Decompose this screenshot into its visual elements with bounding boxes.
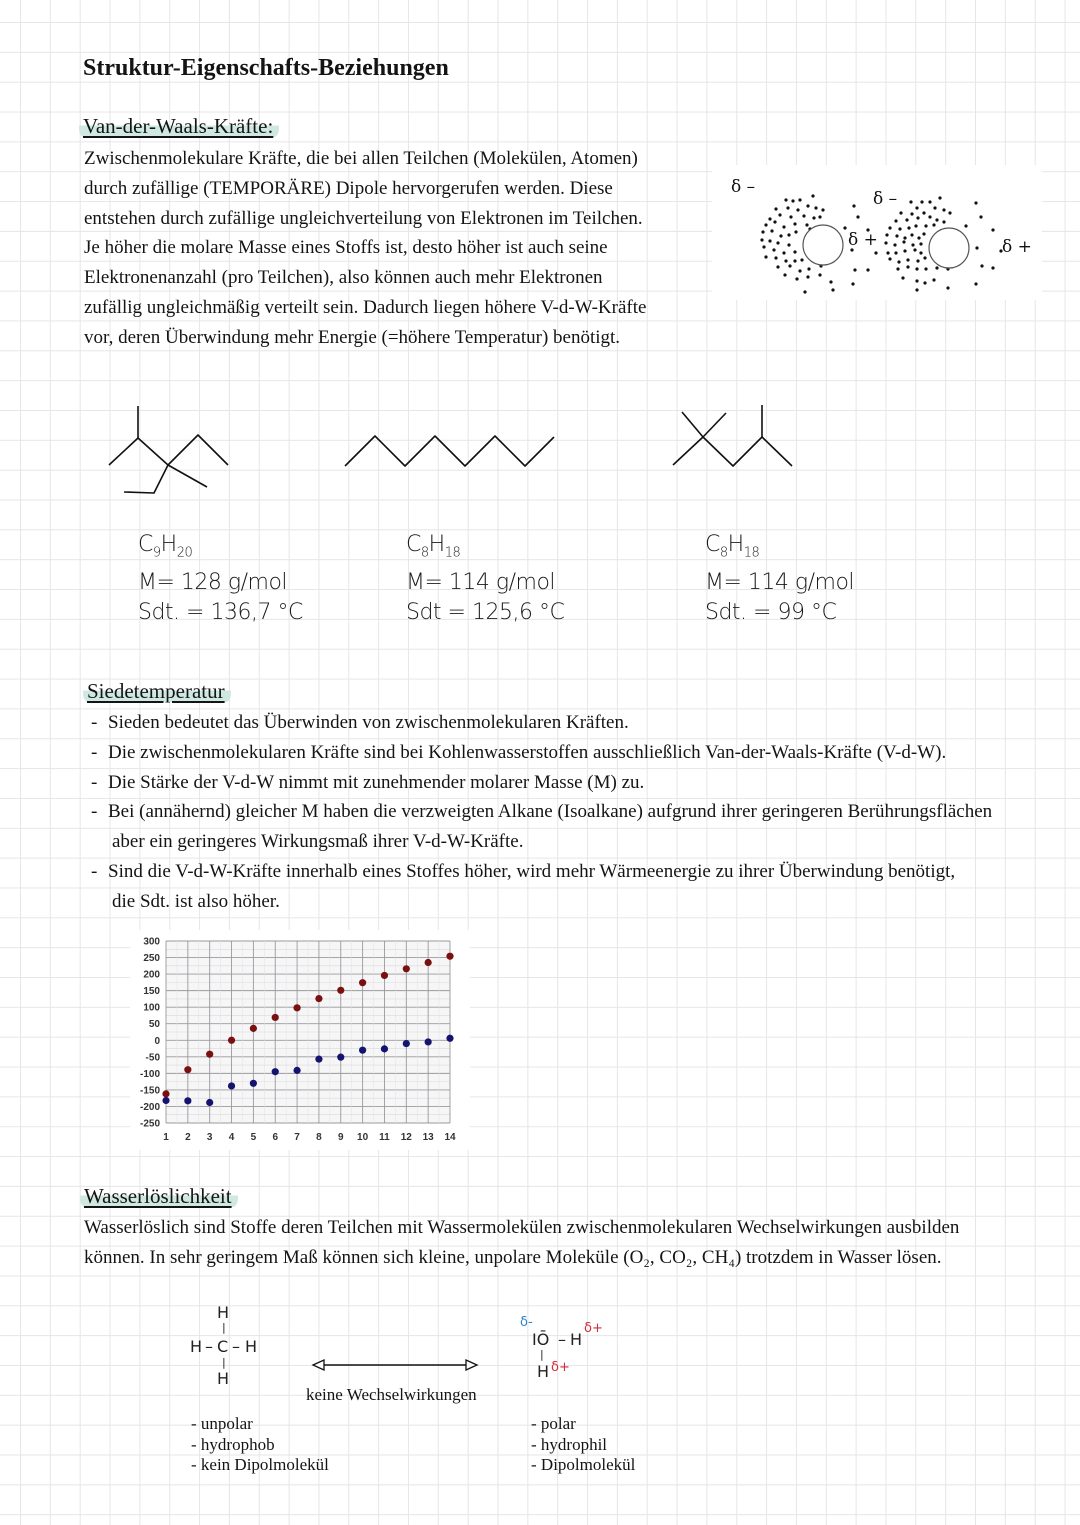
data-point [293,1004,300,1011]
double-arrow-icon [310,1356,480,1374]
vdw-line: durch zufällige (TEMPORÄRE) Dipole hervorgerufen werden. Diese [84,177,613,199]
data-point [337,1054,344,1061]
x-tick-label: 11 [379,1132,390,1143]
vdw-line: entstehen durch zufällige ungleichverteilung von Elektronen im Teilchen. [84,207,643,229]
property-item: - hydrophil [531,1434,608,1454]
boiling-point: Sdt = 125,6 °C [406,600,565,626]
water-lewis-structure: δ- IŌ – H δ+ | H δ+ [520,1315,603,1381]
data-point [403,1040,410,1047]
bullet-item: - Die Stärke der V-d-W nimmt mit zunehmender molarer Masse (M) zu. [91,771,645,793]
boiling-point: Sdt. = 99 °C [705,600,837,626]
bullet-item: - Bei (annähernd) gleicher M haben die verzweigten Alkane (Isoalkane) aufgrund ihrer geringeren Berührungsflächen [91,801,993,823]
data-point [293,1067,300,1074]
atom-h: H [217,1303,230,1322]
atom-c: C [217,1337,229,1356]
delta-minus-label-2: δ – [873,189,898,209]
y-tick-label: -150 [139,1085,160,1097]
bullet-continuation: aber ein geringeres Wirkungsmaß ihrer V-d-W-Kräfte. [112,831,524,853]
dipole-atoms-illustration [712,165,1042,300]
data-point [228,1037,235,1044]
section-heading-vdw: Van-der-Waals-Kräfte: [79,114,279,139]
molar-mass: M= 114 g/mol [705,570,855,596]
molecular-formula: $C_8H_{18}$ [406,532,461,561]
property-item: - Dipolmolekül [531,1455,636,1474]
y-tick-label: -250 [139,1118,160,1130]
data-point [162,1097,169,1104]
data-point [446,953,453,960]
vdw-line: Zwischenmolekulare Kräfte, die bei allen Teilchen (Molekülen, Atomen) [84,148,638,169]
x-tick-label: 8 [316,1132,322,1143]
molar-mass: M= 114 g/mol [406,570,556,596]
property-item: - hydrophob [191,1434,275,1454]
y-tick-label: 100 [143,1002,160,1014]
data-point [162,1090,169,1097]
x-tick-label: 12 [400,1132,412,1143]
x-tick-label: 10 [357,1132,369,1143]
skeletal-formula-n-octane [345,436,554,466]
data-point [381,972,388,979]
delta-plus-label-1: δ + [848,230,878,250]
x-tick-label: 13 [422,1132,434,1143]
vdw-line: zufällig ungleichmäßig verteilt sein. Dadurch liegen höhere V-d-W-Kräfte [84,296,647,318]
x-tick-label: 7 [294,1132,300,1143]
data-point [359,1047,366,1054]
x-tick-label: 1 [163,1132,169,1143]
boiling-bullet-list [84,708,992,917]
vdw-line: vor, deren Überwindung mehr Energie (=höhere Temperatur) benötigt. [84,326,621,348]
section-heading-water: Wasserlöslichkeit [80,1184,238,1209]
molecular-formula: $C_8H_{18}$ [705,532,760,561]
skeletal-formula-isooctane [673,437,792,466]
property-item: - kein Dipolmolekül [191,1455,329,1474]
bullet-item: - Sind die V-d-W-Kräfte innerhalb eines Stoffes höher, wird mehr Wärmeenergie zu ihrer Überwindung benötigt, [91,860,956,882]
x-tick-label: 6 [272,1132,279,1143]
section-heading-boiling: Siedetemperatur [83,679,231,704]
water-line: können. In sehr geringem Maß können sich kleine, unpolare Moleküle (O₂, CO₂, CH₄) trotzdem in Wasser lösen. [84,1246,942,1268]
y-tick-label: -50 [145,1052,160,1064]
bullet-item: - Die zwischenmolekularen Kräfte sind bei Kohlenwasserstoffen ausschließlich Van-der-Waals-Kräfte (V-d-W). [91,741,947,763]
molecule-info-isooctane [705,530,854,628]
y-tick-label: -200 [139,1101,160,1113]
property-item: - unpolar [191,1414,253,1433]
y-tick-label: 200 [143,969,160,981]
vdw-paragraph [84,144,646,353]
scatter-plot [130,930,470,1150]
y-tick-label: -100 [139,1068,160,1080]
data-point [184,1066,191,1073]
molar-mass: M= 128 g/mol [138,570,288,596]
y-tick-label: 0 [154,1035,160,1047]
x-tick-label: 9 [337,1132,344,1143]
page-title: Struktur-Eigenschafts-Beziehungen [83,55,449,81]
data-point [206,1099,213,1106]
y-tick-label: 300 [143,936,160,948]
x-tick-label: 14 [444,1132,456,1143]
bullet-continuation: die Sdt. ist also höher. [112,890,280,912]
data-point [184,1097,191,1104]
data-point [381,1045,388,1052]
atom-h: H [570,1330,583,1349]
delta-plus-charge: δ+ [551,1360,570,1375]
skeletal-formulas [100,400,820,510]
x-tick-label: 2 [185,1132,191,1143]
x-tick-label: 4 [228,1132,235,1143]
methane-properties [191,1414,329,1476]
data-point [403,965,410,972]
molecular-formula: $C_9H_{20}$ [138,532,193,561]
atom-h: H [190,1337,203,1356]
boiling-point: Sdt. = 136,7 °C [138,600,303,626]
data-point [272,1014,279,1021]
data-point [337,987,344,994]
atom-h: H [537,1362,550,1381]
y-tick-label: 150 [143,986,160,998]
data-point [228,1082,235,1089]
atom-h: H [217,1369,230,1388]
data-point [250,1025,257,1032]
delta-plus-label-2: δ + [1002,237,1032,257]
temporary-dipole-diagram [712,165,1042,300]
atom-h: H [245,1337,258,1356]
delta-plus-charge: δ+ [584,1321,603,1336]
property-item: - polar [531,1414,576,1433]
water-line: Wasserlöslich sind Stoffe deren Teilchen mit Wassermolekülen zwischenmolekularen Wechselwirkungen ausbilden [84,1217,960,1238]
data-point [315,995,322,1002]
molecule-info-n-octane [406,530,564,628]
delta-minus-label-1: δ – [731,177,756,197]
molecule-info-c9h20 [138,530,303,628]
x-tick-label: 5 [250,1132,257,1143]
atom-o: IŌ [532,1330,550,1349]
bullet-item: - Sieden bedeutet das Überwinden von zwischenmolekularen Kräften. [91,712,629,733]
alkane-temperature-chart [130,930,470,1150]
data-point [425,1038,432,1045]
water-paragraph [84,1213,959,1273]
data-point [425,959,432,966]
y-tick-label: 250 [143,953,160,965]
methane-lewis-structure: H | H – C – H | H [190,1303,258,1388]
water-properties [531,1414,635,1476]
data-point [359,979,366,986]
y-tick-label: 50 [148,1019,160,1031]
delta-minus-charge: δ- [520,1315,533,1330]
data-point [272,1068,279,1075]
vdw-line: Je höher die molare Masse eines Stoffs ist, desto höher ist auch seine [84,237,608,259]
data-point [250,1080,257,1087]
data-point [315,1056,322,1063]
data-point [206,1051,213,1058]
vdw-line: Elektronenanzahl (pro Teilchen), also können auch mehr Elektronen [84,267,603,289]
no-interaction-label: keine Wechselwirkungen [306,1385,477,1404]
skeletal-formula-c9h20 [109,435,228,465]
data-point [446,1035,453,1042]
x-tick-label: 3 [206,1132,213,1143]
